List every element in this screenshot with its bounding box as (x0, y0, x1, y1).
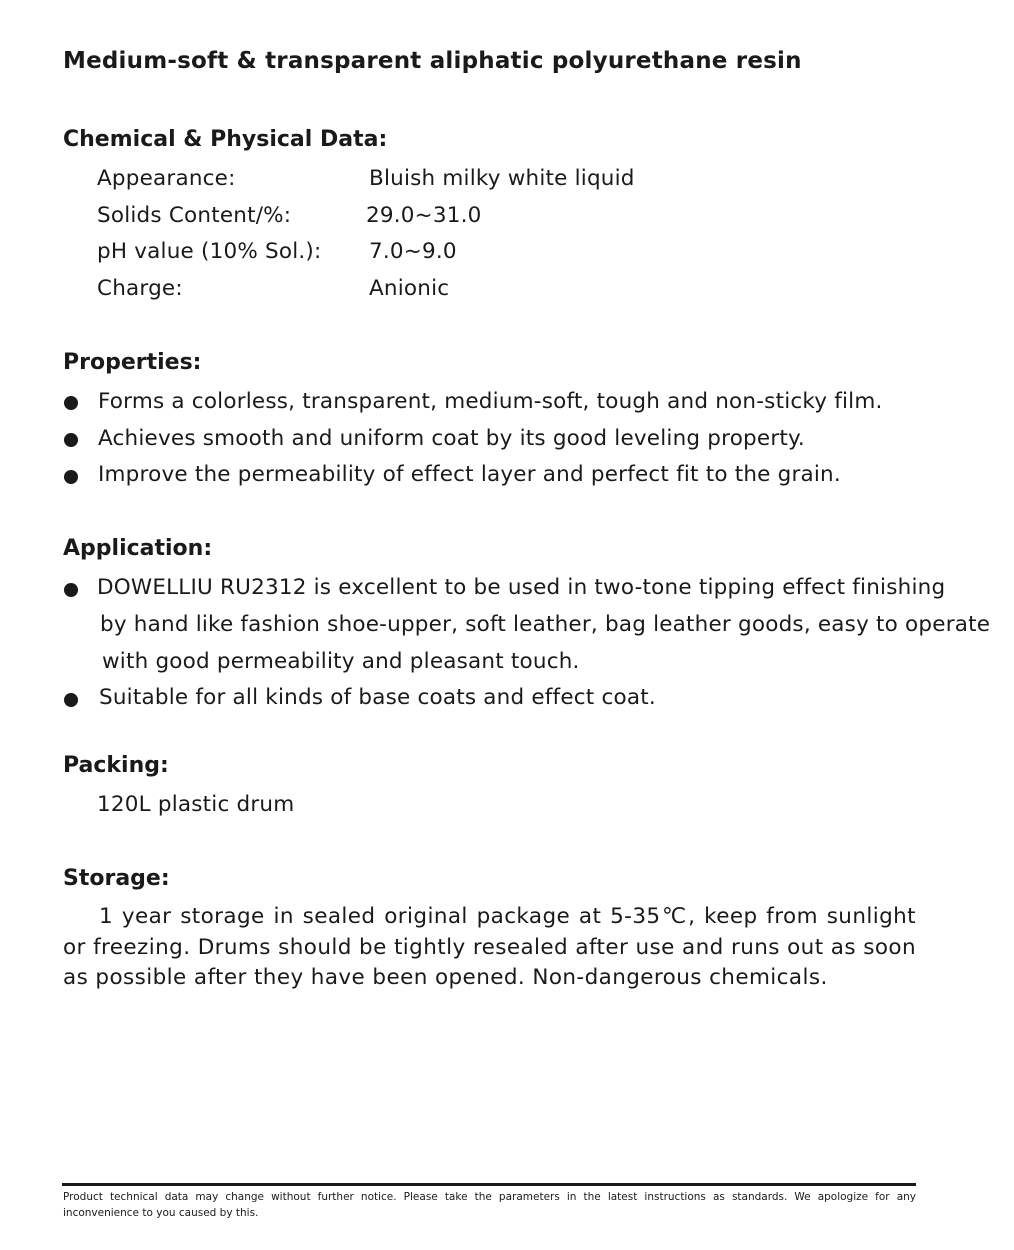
footer-divider (62, 1183, 916, 1186)
charge-value: Anionic (369, 276, 450, 301)
solids-content-value: 29.0~31.0 (366, 203, 482, 228)
appearance-value: Bluish milky white liquid (369, 166, 635, 191)
appearance-label: Appearance: (97, 166, 236, 191)
list-item: Improve the permeability of effect layer and perfect fit to the grain. (98, 462, 841, 487)
packing-heading: Packing: (63, 753, 169, 778)
ph-value-value: 7.0~9.0 (369, 239, 457, 264)
list-item-line: by hand like fashion shoe-upper, soft leather, bag leather goods, easy to operate (100, 612, 991, 637)
list-item-line: DOWELLIU RU2312 is excellent to be used in two-tone tipping effect finishing (97, 575, 946, 600)
bullet-icon (64, 470, 78, 484)
list-item: Suitable for all kinds of base coats and effect coat. (99, 685, 656, 710)
properties-heading: Properties: (63, 350, 202, 375)
list-item: Achieves smooth and uniform coat by its good leveling property. (98, 426, 805, 451)
bullet-icon (64, 433, 78, 447)
list-item-line: with good permeability and pleasant touch. (102, 649, 580, 674)
bullet-icon (64, 693, 78, 707)
storage-heading: Storage: (63, 866, 170, 891)
bullet-icon (64, 396, 78, 410)
bullet-icon (64, 583, 78, 597)
ph-value-label: pH value (10% Sol.): (97, 239, 322, 264)
packing-text: 120L plastic drum (97, 792, 295, 817)
list-item: Forms a colorless, transparent, medium-soft, tough and non-sticky film. (98, 389, 883, 414)
document-title: Medium-soft & transparent aliphatic polyurethane resin (63, 48, 802, 74)
storage-text: 1 year storage in sealed original package at 5-35℃, keep from sunlight or freezing. Drums should be tightly resealed after use and runs out as soon as possible after they have been opened. Non-dangerous chemicals. (63, 904, 916, 990)
solids-content-label: Solids Content/%: (97, 203, 292, 228)
footer-disclaimer: Product technical data may change without further notice. Please take the parameters in the latest instructions as standards. We apologize for any inconvenience to you caused by this. (63, 1191, 916, 1219)
chemical-data-heading: Chemical & Physical Data: (63, 127, 388, 152)
application-heading: Application: (63, 536, 213, 561)
charge-label: Charge: (97, 276, 183, 301)
